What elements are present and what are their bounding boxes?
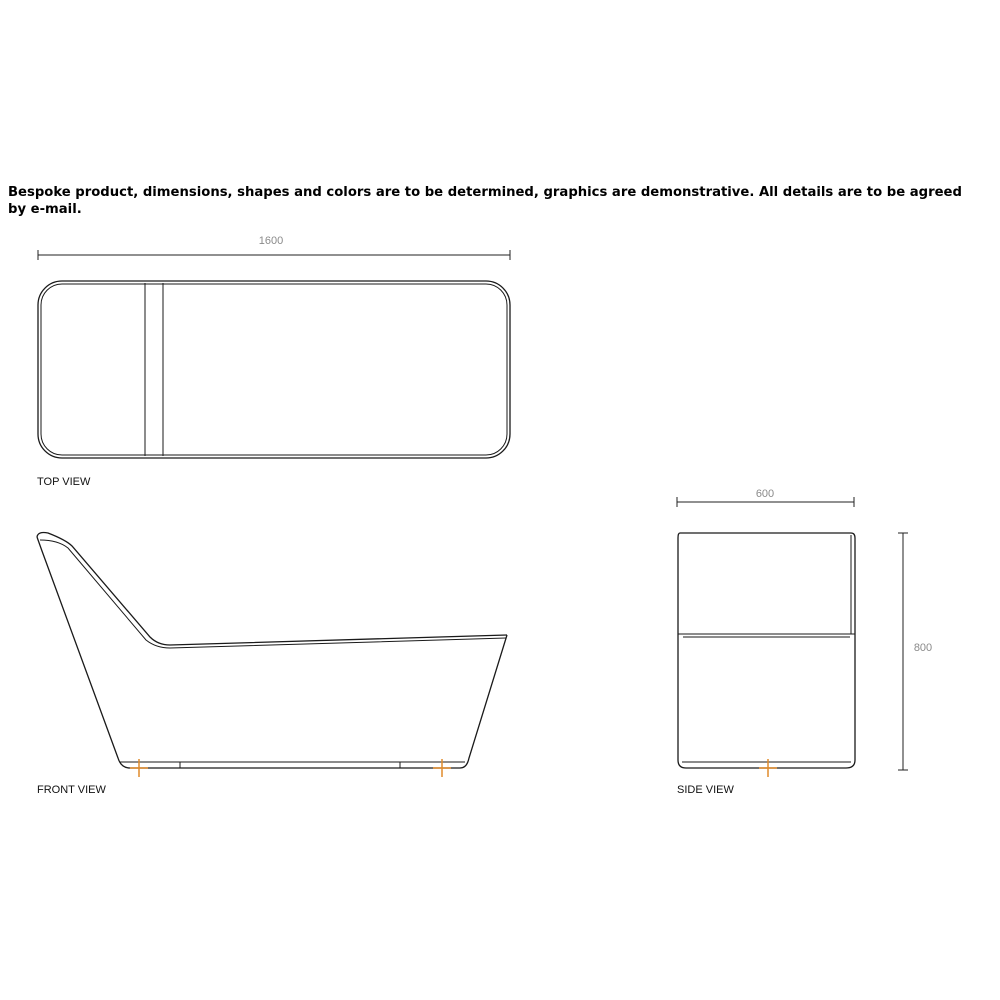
side-view-label: SIDE VIEW (677, 784, 734, 796)
front-view-label: FRONT VIEW (37, 784, 106, 796)
top-width-label: 1600 (258, 235, 284, 247)
side-view-outline (678, 533, 855, 768)
side-width-dimension (677, 488, 854, 507)
side-view (677, 488, 932, 796)
front-view-outline (37, 533, 507, 769)
top-view (37, 235, 510, 488)
front-view (37, 533, 507, 797)
disclaimer-note: Bespoke product, dimensions, shapes and colors are to be determined, graphics are demonstrative. All details are to be agreed by e-mail. (8, 185, 962, 217)
side-width-label: 600 (755, 488, 775, 500)
top-view-label: TOP VIEW (37, 476, 91, 488)
top-view-outline (38, 281, 510, 458)
side-height-dimension (898, 533, 932, 770)
side-height-label: 800 (913, 642, 933, 654)
top-width-dimension (38, 235, 510, 260)
